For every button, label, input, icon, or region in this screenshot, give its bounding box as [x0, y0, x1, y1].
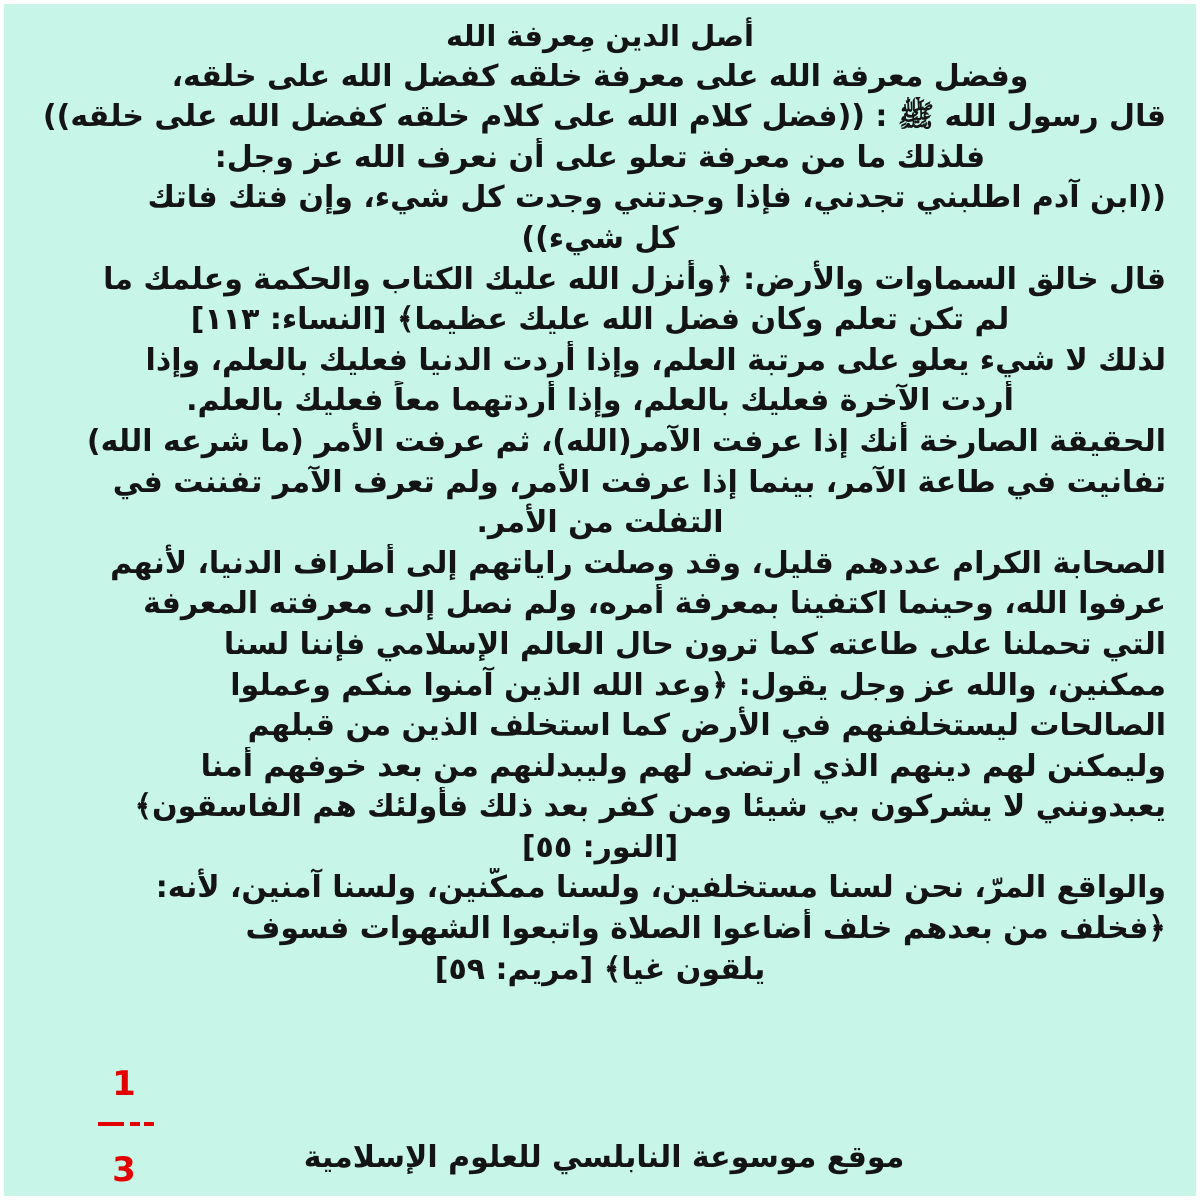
text-line: فلذلك ما من معرفة تعلو على أن نعرف الله عز وجل: [214, 139, 986, 175]
page-current: 1 [112, 1064, 136, 1104]
text-line: الحقيقة الصارخة أنك إذا عرفت الآمر(الله)، ثم عرفت الأمر (ما شرعه الله) [86, 423, 1166, 459]
text-line: الصحابة الكرام عددهم قليل، وقد وصلت راياتهم إلى أطراف الدنيا، لأنهم [110, 545, 1166, 581]
document-body [34, 16, 1166, 990]
text-line: وليمكنن لهم دينهم الذي ارتضى لهم وليبدلنهم من بعد خوفهم أمنا [200, 748, 1166, 784]
footer-source: موقع موسوعة النابلسي للعلوم الإسلامية [303, 1140, 905, 1175]
text-line: تفانيت في طاعة الآمر، بينما إذا عرفت الأمر، ولم تعرف الآمر تفننت في [112, 464, 1166, 500]
text-line: ((ابن آدم اطلبني تجدني، فإذا وجدتني وجدت كل شيء، وإن فتك فاتك [147, 180, 1166, 216]
text-line: ممكنين، والله عز وجل يقول: ﴿وعد الله الذين آمنوا منكم وعملوا [230, 667, 1166, 703]
text-line: لم تكن تعلم وكان فضل الله عليك عظيما﴾ [النساء: ١١٣] [190, 302, 1010, 338]
text-line: الصالحات ليستخلفنهم في الأرض كما استخلف الذين من قبلهم [247, 708, 1166, 744]
page-indicator [92, 1064, 156, 1194]
text-line: يعبدونني لا يشركون بي شيئا ومن كفر بعد ذلك فأولئك هم الفاسقون﴾ [134, 789, 1166, 825]
text-line: وفضل معرفة الله على معرفة خلقه كفضل الله على خلقه، [171, 58, 1029, 94]
text-line: التفلت من الأمر. [476, 505, 724, 541]
text-line: قال رسول الله ﷺ : ((فضل كلام الله على كلام خلقه كفضل الله على خلقه)) [42, 99, 1166, 135]
page-divider [144, 1122, 154, 1126]
text-line: التي تحملنا على طاعته كما ترون حال العالم الإسلامي فإننا لسنا [223, 626, 1166, 662]
text-line: أردت الآخرة فعليك بالعلم، وإذا أردتهما معاً فعليك بالعلم. [186, 383, 1014, 419]
text-line: لذلك لا شيء يعلو على مرتبة العلم، وإذا أردت الدنيا فعليك بالعلم، وإذا [145, 342, 1166, 378]
document-title: أصل الدين مِعرفة الله [446, 19, 754, 53]
text-line: والواقع المرّ، نحن لسنا مستخلفين، ولسنا ممكّنين، ولسنا آمنين، لأنه: [155, 870, 1166, 906]
text-line: كل شيء)) [521, 220, 679, 256]
document-card [4, 4, 1196, 1196]
text-line: قال خالق السماوات والأرض: ﴿وأنزل الله عليك الكتاب والحكمة وعلمك ما [103, 261, 1166, 297]
text-line: [النور: ٥٥] [521, 829, 679, 865]
text-line: ﴿فخلف من بعدهم خلف أضاعوا الصلاة واتبعوا الشهوات فسوف [245, 911, 1166, 947]
text-line: عرفوا الله، وحينما اكتفينا بمعرفة أمره، ولم نصل إلى معرفته المعرفة [143, 586, 1166, 622]
page-total: 3 [112, 1150, 136, 1190]
page-divider [130, 1122, 140, 1126]
page-divider [98, 1122, 124, 1126]
text-line: يلقون غيا﴾ [مريم: ٥٩] [434, 951, 766, 987]
